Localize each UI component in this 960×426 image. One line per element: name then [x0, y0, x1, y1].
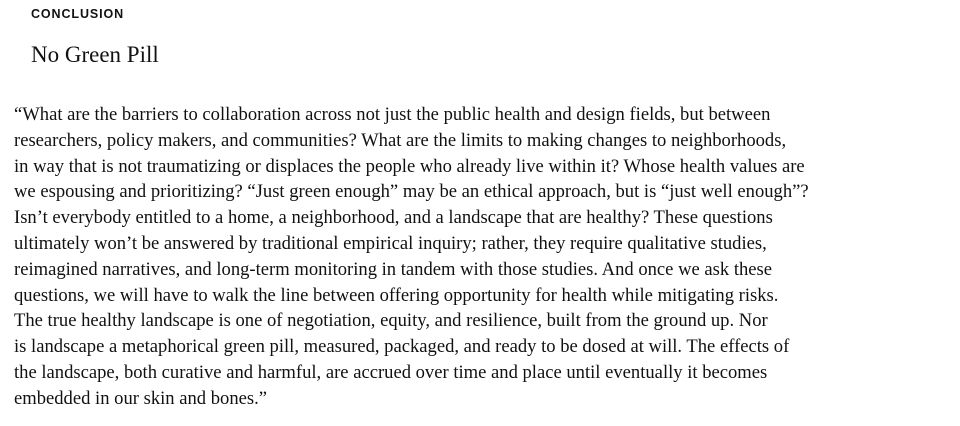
quote-line: questions, we will have to walk the line between offering opportunity for health while mitigating risks.: [14, 284, 779, 306]
quote-line: researchers, policy makers, and communities? What are the limits to making changes to neighborhoods,: [14, 129, 787, 151]
quote-body: [14, 102, 954, 412]
quote-line: “What are the barriers to collaboration across not just the public health and design fields, but between: [14, 104, 771, 125]
quote-line: we espousing and prioritizing? “Just green enough” may be an ethical approach, but is “just well enough”?: [14, 181, 809, 203]
page-title: No Green Pill: [31, 42, 159, 67]
section-label: CONCLUSION: [31, 7, 125, 21]
quote-line: ultimately won’t be answered by traditional empirical inquiry; rather, they require qualitative studies,: [14, 232, 767, 254]
quote-line: the landscape, both curative and harmful, are accrued over time and place until eventually it becomes: [14, 361, 768, 383]
quote-line: The true healthy landscape is one of negotiation, equity, and resilience, built from the ground up. Nor: [14, 310, 768, 332]
quote-line: Isn’t everybody entitled to a home, a neighborhood, and a landscape that are healthy? These questions: [14, 207, 773, 229]
quote-line: in way that is not traumatizing or displaces the people who already live within it? Whose health values are: [14, 155, 805, 177]
quote-line: is landscape a metaphorical green pill, measured, packaged, and ready to be dosed at will. The effects of: [14, 336, 790, 358]
quote-line: embedded in our skin and bones.”: [14, 387, 268, 409]
quote-line: reimagined narratives, and long-term monitoring in tandem with those studies. And once we ask these: [14, 258, 773, 280]
